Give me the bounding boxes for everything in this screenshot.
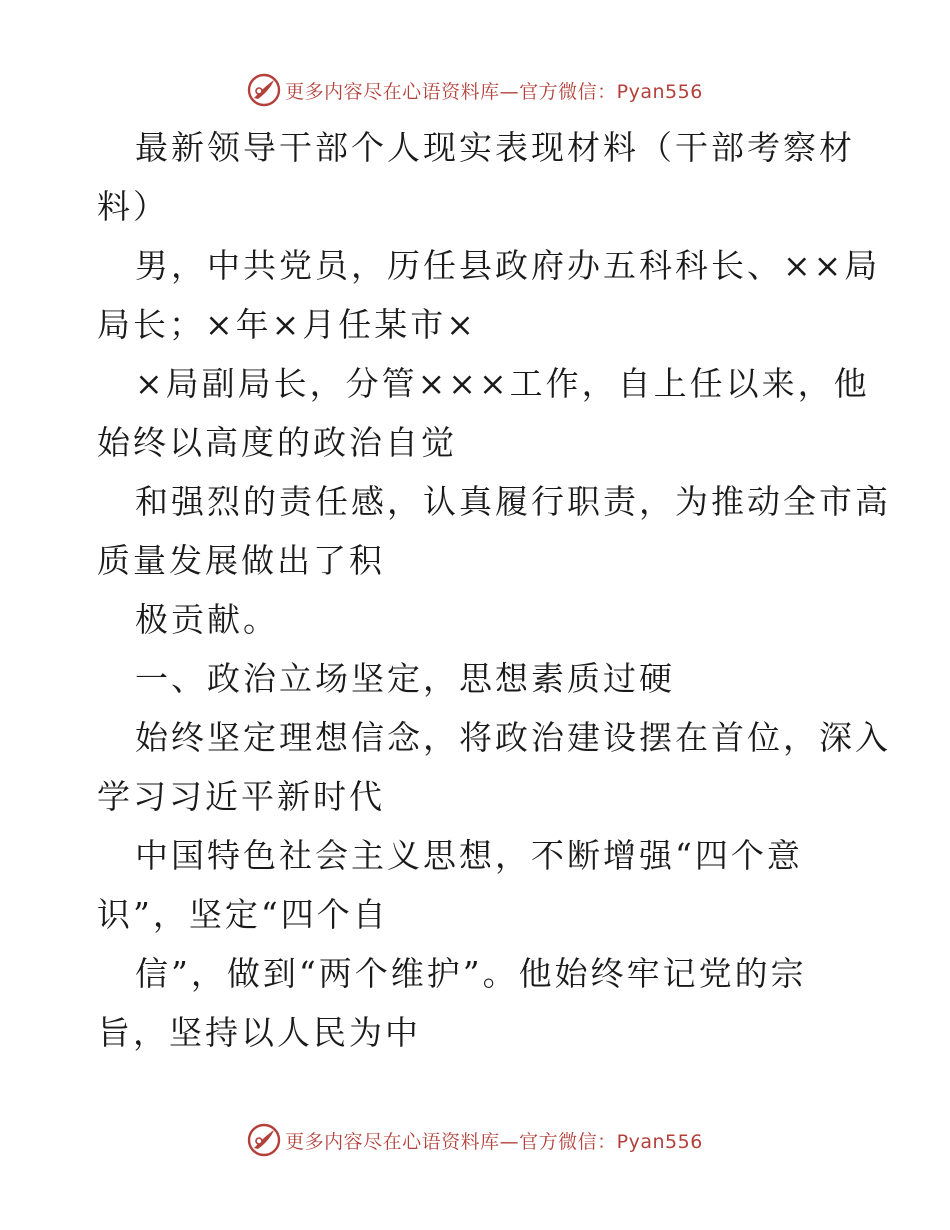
document-line: 信”，做到“两个维护”。他始终牢记党的宗 bbox=[135, 954, 807, 993]
header-watermark-text bbox=[285, 77, 703, 104]
document-line: 旨，坚持以人民为中 bbox=[97, 1013, 421, 1052]
quill-logo-icon bbox=[247, 1123, 281, 1157]
watermark-handle: Pyan556 bbox=[616, 80, 703, 103]
quill-logo-icon bbox=[247, 73, 281, 107]
watermark-handle: Pyan556 bbox=[616, 1130, 703, 1153]
document-line: 和强烈的责任感，认真履行职责，为推动全市高 bbox=[135, 482, 891, 521]
document-line: 始终以高度的政治自觉 bbox=[97, 423, 457, 462]
header-watermark-banner bbox=[0, 70, 950, 110]
document-line: ×局副局长，分管×××工作，自上任以来，他 bbox=[135, 364, 870, 403]
document-line: 最新领导干部个人现实表现材料（干部考察材 bbox=[135, 128, 855, 167]
watermark-main-text: 更多内容尽在心语资料库—官方微信： bbox=[285, 80, 617, 103]
footer-watermark-text bbox=[285, 1127, 703, 1154]
document-line: 料） bbox=[97, 187, 169, 226]
document-line: 局长；×年×月任某市× bbox=[97, 305, 477, 344]
document-line: 质量发展做出了积 bbox=[97, 541, 385, 580]
document-line: 始终坚定理想信念，将政治建设摆在首位，深入 bbox=[135, 718, 891, 757]
footer-watermark-banner bbox=[0, 1120, 950, 1160]
document-line: 中国特色社会主义思想，不断增强“四个意 bbox=[135, 836, 803, 875]
document-body bbox=[97, 118, 891, 1062]
watermark-main-text: 更多内容尽在心语资料库—官方微信： bbox=[285, 1130, 617, 1153]
document-line: 学习习近平新时代 bbox=[97, 777, 385, 816]
document-line: 一、政治立场坚定，思想素质过硬 bbox=[135, 659, 675, 698]
document-line: 极贡献。 bbox=[135, 600, 279, 639]
document-line: 识”，坚定“四个自 bbox=[97, 895, 389, 934]
document-line: 男，中共党员，历任县政府办五科科长、××局 bbox=[135, 246, 881, 285]
